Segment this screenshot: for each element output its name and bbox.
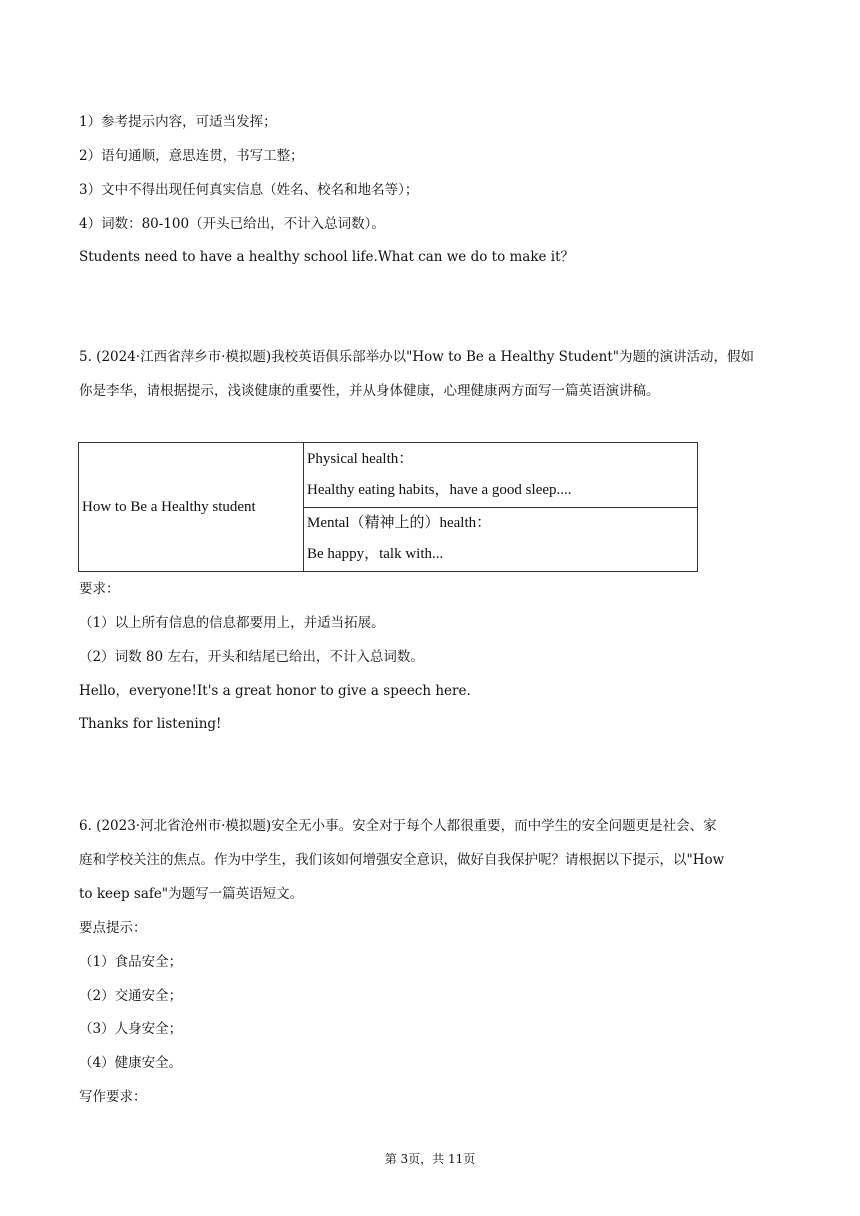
table-topic: How to Be a Healthy student xyxy=(82,498,256,515)
q5-hint-table xyxy=(78,442,698,572)
table-mental-cell xyxy=(304,507,698,572)
table-physical-cell xyxy=(304,443,698,508)
q5-requirements-label: 要求： xyxy=(79,581,120,597)
q6-point-1: （1）食品安全； xyxy=(79,954,183,970)
q5-opening-sentence: Hello，everyone!It's a great honor to give a speech here. xyxy=(79,683,471,699)
q5-prompt-line-1: 5. (2024·江西省萍乡市·模拟题)我校英语俱乐部举办以"How to Be a Healthy Student"为题的演讲活动，假如 xyxy=(79,349,754,365)
q4-requirement-1: 1）参考提示内容，可适当发挥； xyxy=(79,114,277,130)
physical-health-detail: Healthy eating habits，have a good sleep.... xyxy=(307,481,572,498)
mental-health-title: Mental（精神上的）health： xyxy=(307,515,492,532)
q6-point-2: （2）交通安全； xyxy=(79,988,183,1004)
mental-health-detail: Be happy，talk with... xyxy=(307,546,444,563)
q6-writing-label: 写作要求： xyxy=(79,1089,147,1105)
q6-point-4: （4）健康安全。 xyxy=(79,1055,183,1071)
q6-point-3: （3）人身安全； xyxy=(79,1021,183,1037)
page-footer: 第 3页，共 11页 xyxy=(384,1152,476,1166)
q4-opening-sentence: Students need to have a healthy school life.What can we do to make it？ xyxy=(79,249,575,265)
q4-requirement-2: 2）语句通顺，意思连贯，书写工整； xyxy=(79,148,304,164)
q4-requirement-4: 4）词数：80-100（开头已给出，不计入总词数）。 xyxy=(79,216,385,232)
q5-closing-sentence: Thanks for listening! xyxy=(79,716,222,732)
q4-requirement-3: 3）文中不得出现任何真实信息（姓名、校名和地名等）； xyxy=(79,182,419,198)
q5-requirement-1: （1）以上所有信息的信息都要用上，并适当拓展。 xyxy=(79,615,385,631)
q6-points-label: 要点提示： xyxy=(79,920,147,936)
q5-prompt-line-2: 你是李华，请根据提示，浅谈健康的重要性，并从身体健康，心理健康两方面写一篇英语演讲稿。 xyxy=(79,383,660,399)
physical-health-title: Physical health： xyxy=(307,450,414,467)
q6-prompt-line-2: 庭和学校关注的焦点。作为中学生，我们该如何增强安全意识，做好自我保护呢？请根据以下提示，以"How xyxy=(79,852,725,868)
q5-requirement-2: （2）词数 80 左右，开头和结尾已给出，不计入总词数。 xyxy=(79,649,424,665)
table-topic-cell xyxy=(79,443,304,572)
q6-prompt-line-1: 6. (2023·河北省沧州市·模拟题)安全无小事。安全对于每个人都很重要，而中学生的安全问题更是社会、家 xyxy=(79,818,717,834)
q6-prompt-line-3: to keep safe"为题写一篇英语短文。 xyxy=(79,886,304,902)
